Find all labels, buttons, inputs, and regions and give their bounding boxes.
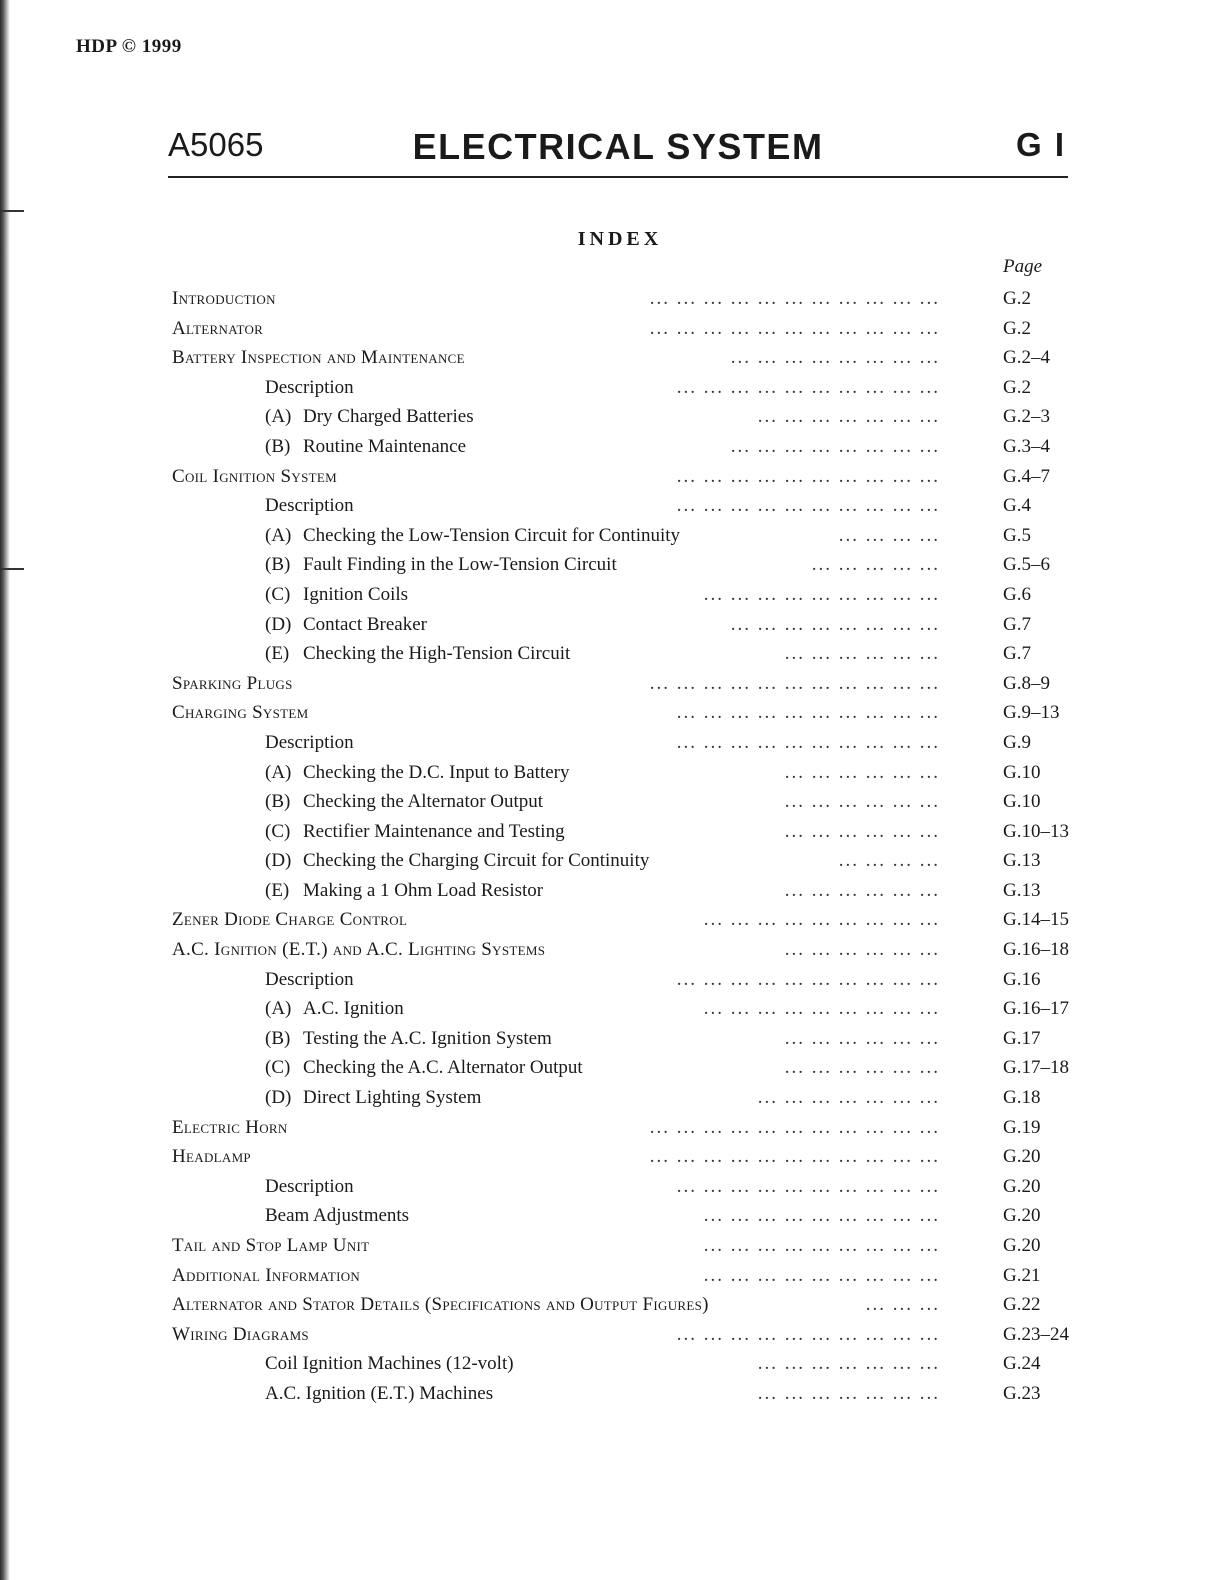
toc-entry-label: Checking the High-Tension Circuit [303,643,571,665]
toc-page-number: G.20 [1003,1205,1041,1227]
toc-entry-label: Rectifier Maintenance and Testing [303,820,565,842]
toc-page-number: G.13 [1003,879,1041,901]
dot-leader: ... ... ... ... ... ... ... [757,1087,940,1109]
document-code: A5065 [168,126,264,163]
dot-leader: ... ... ... ... ... ... ... ... ... ... ... [649,672,940,694]
toc-page-number: G.4 [1003,495,1031,517]
toc-entry-title [265,994,404,1024]
toc-entry-label: Sparking Plugs [172,672,293,694]
toc-subentry-letter: (A) [265,998,292,1020]
dot-leader: ... ... ... ... ... ... ... ... ... ... [676,465,940,487]
toc-subentry-letter: (C) [265,1057,291,1079]
toc-subentry [0,1053,1224,1083]
toc-page-number: G.10–13 [1003,820,1069,842]
dot-leader: ... ... ... ... ... ... ... ... ... ... [676,702,940,724]
toc-page-number: G.20 [1003,1175,1041,1197]
scan-edge-mark [0,210,24,212]
toc-subentry [0,1024,1224,1054]
toc-entry-title [265,639,570,669]
toc-subentry [0,639,1224,669]
page-title: ELECTRICAL SYSTEM [412,126,824,167]
toc-entry-title [265,728,354,758]
toc-entry-label: Beam Adjustments [265,1205,410,1227]
toc-page-number: G.7 [1003,613,1031,635]
toc-entry-title [265,1024,552,1054]
toc-entry-title [265,1053,583,1083]
dot-leader: ... ... ... ... ... ... [784,761,940,783]
toc-entry [0,1320,1224,1350]
toc-entry-title [265,432,466,462]
toc-entry [0,343,1224,373]
toc-subentry-letter: (B) [265,435,291,457]
toc-entry-label: Checking the Low-Tension Circuit for Continuity [303,524,681,546]
copyright-notice: HDP © 1999 [76,36,182,57]
toc-entry-title [265,521,680,551]
toc-entry-label: Ignition Coils [303,583,409,605]
toc-subentry [0,610,1224,640]
toc-entry-label: Tail and Stop Lamp Unit [172,1235,370,1256]
dot-leader: ... ... ... ... ... ... ... ... [730,435,940,457]
toc-page-number: G.16–18 [1003,939,1069,961]
toc-subentry-letter: (D) [265,1087,292,1109]
dot-leader: ... ... ... ... ... ... ... ... ... ... ... [649,1146,940,1168]
toc-entry-label: Coil Ignition System [172,465,337,487]
toc-page-number: G.10 [1003,761,1041,783]
toc-page-number: G.16 [1003,968,1041,990]
toc-subentry-letter: (E) [265,879,290,901]
toc-page-number: G.2 [1003,317,1031,339]
dot-leader: ... ... ... ... ... ... [784,1027,940,1049]
toc-entry-title [265,876,543,906]
toc-entry-label: Checking the A.C. Alternator Output [303,1057,583,1079]
toc-entry-title [265,580,408,610]
toc-entry-label: Checking the D.C. Input to Battery [303,761,570,783]
toc-subentry [0,817,1224,847]
toc-subentry-letter: (B) [265,554,291,576]
page-column-heading: Page [1003,256,1043,277]
toc-entry-title [172,1142,251,1172]
toc-subentry [0,758,1224,788]
toc-entry-title [265,402,474,432]
toc-page-number: G.20 [1003,1146,1041,1168]
toc-page-number: G.2 [1003,288,1031,309]
dot-leader: ... ... ... ... ... ... ... [757,406,940,428]
toc-page-number: G.4–7 [1003,465,1050,487]
dot-leader: ... ... ... ... ... ... ... ... ... ... ... [649,1116,940,1138]
toc-subentry [0,846,1224,876]
toc-entry-title [172,1290,709,1320]
toc-subentry [0,402,1224,432]
toc-subentry [0,432,1224,462]
toc-entry-title [265,491,354,521]
toc-page-number: G.20 [1003,1235,1041,1256]
toc-page-number: G.8–9 [1003,672,1050,694]
toc-subentry-letter: (D) [265,850,292,872]
toc-entry-label: Description [265,376,354,398]
toc-entry [0,905,1224,935]
toc-entry-title [265,1379,493,1409]
toc-entry-title [172,343,465,373]
toc-entry-label: Introduction [172,288,276,309]
toc-page-number: G.3–4 [1003,435,1050,457]
dot-leader: ... ... ... ... ... ... ... ... ... [703,583,940,605]
dot-leader: ... ... ... ... ... ... ... ... ... ... ... [649,288,940,309]
toc-entry-title [265,1172,354,1202]
toc-page-number: G.14–15 [1003,909,1069,931]
dot-leader: ... ... ... ... ... ... [784,791,940,813]
toc-page-number: G.17–18 [1003,1057,1069,1079]
toc-entry-label: Charging System [172,702,309,724]
dot-leader: ... ... ... ... ... ... [784,879,940,901]
toc-subentry [0,491,1224,521]
dot-leader: ... ... ... ... ... ... ... ... ... [703,1264,940,1286]
dot-leader: ... ... ... ... ... ... ... [757,1382,940,1404]
toc-entry-title [265,1349,514,1379]
toc-page-number: G.21 [1003,1264,1041,1286]
toc-entry-label: A.C. Ignition (E.T.) Machines [265,1382,494,1404]
toc-entry-title [265,846,649,876]
toc-page-number: G.5–6 [1003,554,1050,576]
toc-entry-title [172,669,293,699]
toc-entry-title [265,610,427,640]
toc-entry-label: Wiring Diagrams [172,1323,309,1345]
dot-leader: ... ... ... ... ... ... ... ... [730,347,940,369]
toc-subentry [0,1083,1224,1113]
dot-leader: ... ... ... ... ... ... ... ... ... ... [676,495,940,517]
dot-leader: ... ... ... ... ... ... ... ... ... ... [676,731,940,753]
dot-leader: ... ... ... ... ... ... ... ... ... ... ... [649,317,940,339]
toc-entry-title [265,965,354,995]
toc-entry-title [172,1320,309,1350]
toc-page-number: G.2–3 [1003,406,1050,428]
toc-subentry [0,1172,1224,1202]
toc-page-number: G.19 [1003,1116,1041,1138]
toc-entry-label: Description [265,731,354,753]
dot-leader: ... ... ... ... ... ... ... ... ... ... [676,1175,940,1197]
dot-leader: ... ... ... [865,1294,940,1316]
toc-entry-title [265,1201,409,1231]
dot-leader: ... ... ... ... ... ... [784,643,940,665]
toc-entry [0,1142,1224,1172]
index-heading: INDEX [577,228,663,250]
toc-entry-label: Alternator and Stator Details (Specifications and Output Figures) [172,1294,709,1316]
toc-entry-title [172,905,407,935]
toc-entry-title [172,284,276,314]
toc-page-number: G.22 [1003,1294,1041,1316]
toc-entry-label: Headlamp [172,1146,251,1168]
toc-page-number: G.5 [1003,524,1031,546]
dot-leader: ... ... ... ... ... ... ... ... ... [703,1205,940,1227]
toc-entry-title [172,1113,288,1143]
toc-entry-title [172,1231,369,1261]
toc-subentry-letter: (B) [265,1027,291,1049]
toc-entry-title [172,935,545,965]
section-number: G I [1015,126,1066,163]
toc-entry-label: Zener Diode Charge Control [172,909,408,931]
toc-entry [0,698,1224,728]
toc-entry-label: Making a 1 Ohm Load Resistor [303,879,544,901]
toc-entry-label: Checking the Alternator Output [303,791,544,813]
toc-entry [0,1261,1224,1291]
toc-subentry [0,787,1224,817]
toc-subentry [0,876,1224,906]
toc-entry-label: Description [265,968,354,990]
toc-page-number: G.10 [1003,791,1041,813]
toc-entry-label: A.C. Ignition (E.T.) and A.C. Lighting Systems [172,939,546,961]
toc-entry-label: Direct Lighting System [303,1087,482,1109]
toc-page-number: G.13 [1003,850,1041,872]
toc-entry-label: Description [265,495,354,517]
toc-subentry [0,550,1224,580]
toc-subentry [0,373,1224,403]
toc-entry-label: Battery Inspection and Maintenance [172,347,465,369]
toc-subentry [0,1201,1224,1231]
toc-subentry [0,1379,1224,1409]
toc-entry-label: A.C. Ignition [303,998,404,1020]
toc-subentry-letter: (E) [265,643,290,665]
toc-subentry-letter: (D) [265,613,292,635]
toc-page-number: G.24 [1003,1353,1041,1375]
toc-entry-title [265,373,354,403]
dot-leader: ... ... ... ... [838,850,940,872]
toc-subentry [0,994,1224,1024]
toc-entry-label: Testing the A.C. Ignition System [303,1027,552,1049]
dot-leader: ... ... ... ... ... ... ... ... ... ... [676,1323,940,1345]
dot-leader: ... ... ... ... ... ... [784,1057,940,1079]
toc-entry-label: Description [265,1175,354,1197]
toc-entry [0,1113,1224,1143]
page-header [168,126,1068,178]
toc-page-number: G.23–24 [1003,1323,1069,1345]
toc-page-number: G.2–4 [1003,347,1050,369]
toc-subentry [0,965,1224,995]
toc-entry-title [265,550,617,580]
toc-entry-title [172,1261,360,1291]
toc-entry [0,1231,1224,1261]
toc-subentry-letter: (A) [265,406,292,428]
toc-entry-title [172,462,337,492]
toc-entry-label: Checking the Charging Circuit for Continuity [303,850,650,872]
dot-leader: ... ... ... ... ... [811,554,940,576]
toc-entry-title [265,817,565,847]
toc-entry [0,1290,1224,1320]
dot-leader: ... ... ... ... ... ... [784,820,940,842]
toc-page-number: G.23 [1003,1382,1041,1404]
toc-subentry-letter: (C) [265,583,291,605]
dot-leader: ... ... ... ... ... ... ... ... ... ... [676,376,940,398]
toc-page-number: G.16–17 [1003,998,1069,1020]
toc-page-number: G.7 [1003,643,1031,665]
dot-leader: ... ... ... ... ... ... ... ... ... [703,909,940,931]
dot-leader: ... ... ... ... [838,524,940,546]
dot-leader: ... ... ... ... ... ... ... ... ... [703,1235,940,1256]
toc-entry-label: Coil Ignition Machines (12-volt) [265,1353,514,1375]
toc-subentry [0,1349,1224,1379]
toc-entry-title [172,698,309,728]
toc-entry-label: Dry Charged Batteries [303,406,474,428]
dot-leader: ... ... ... ... ... ... ... [757,1353,940,1375]
toc-entry-title [265,1083,481,1113]
toc-entry-label: Routine Maintenance [303,435,467,457]
toc-page-number: G.2 [1003,376,1031,398]
toc-page-number: G.6 [1003,583,1031,605]
toc-entry-title [172,314,263,344]
toc-entry-title [265,787,543,817]
toc-entry-label: Electric Horn [172,1116,288,1138]
toc-subentry-letter: (B) [265,791,291,813]
toc-entry [0,935,1224,965]
toc-subentry-letter: (C) [265,820,291,842]
toc-entry [0,284,1224,314]
dot-leader: ... ... ... ... ... ... ... ... [730,613,940,635]
toc-subentry-letter: (A) [265,524,292,546]
toc-page-number: G.17 [1003,1027,1041,1049]
dot-leader: ... ... ... ... ... ... [784,939,940,961]
toc-entry-label: Additional Information [172,1264,361,1286]
toc-entry [0,669,1224,699]
toc-entry-label: Fault Finding in the Low-Tension Circuit [303,554,617,576]
dot-leader: ... ... ... ... ... ... ... ... ... ... [676,968,940,990]
toc-entry-label: Alternator [172,317,264,339]
toc-entry [0,314,1224,344]
toc-entry-label: Contact Breaker [303,613,427,635]
dot-leader: ... ... ... ... ... ... ... ... ... [703,998,940,1020]
toc-page-number: G.9–13 [1003,702,1060,724]
toc-subentry [0,521,1224,551]
toc-subentry [0,580,1224,610]
toc-entry [0,462,1224,492]
toc-subentry [0,728,1224,758]
toc-page-number: G.9 [1003,731,1031,753]
toc-entry-title [265,758,569,788]
table-of-contents [0,284,1224,1409]
toc-subentry-letter: (A) [265,761,292,783]
toc-page-number: G.18 [1003,1087,1041,1109]
